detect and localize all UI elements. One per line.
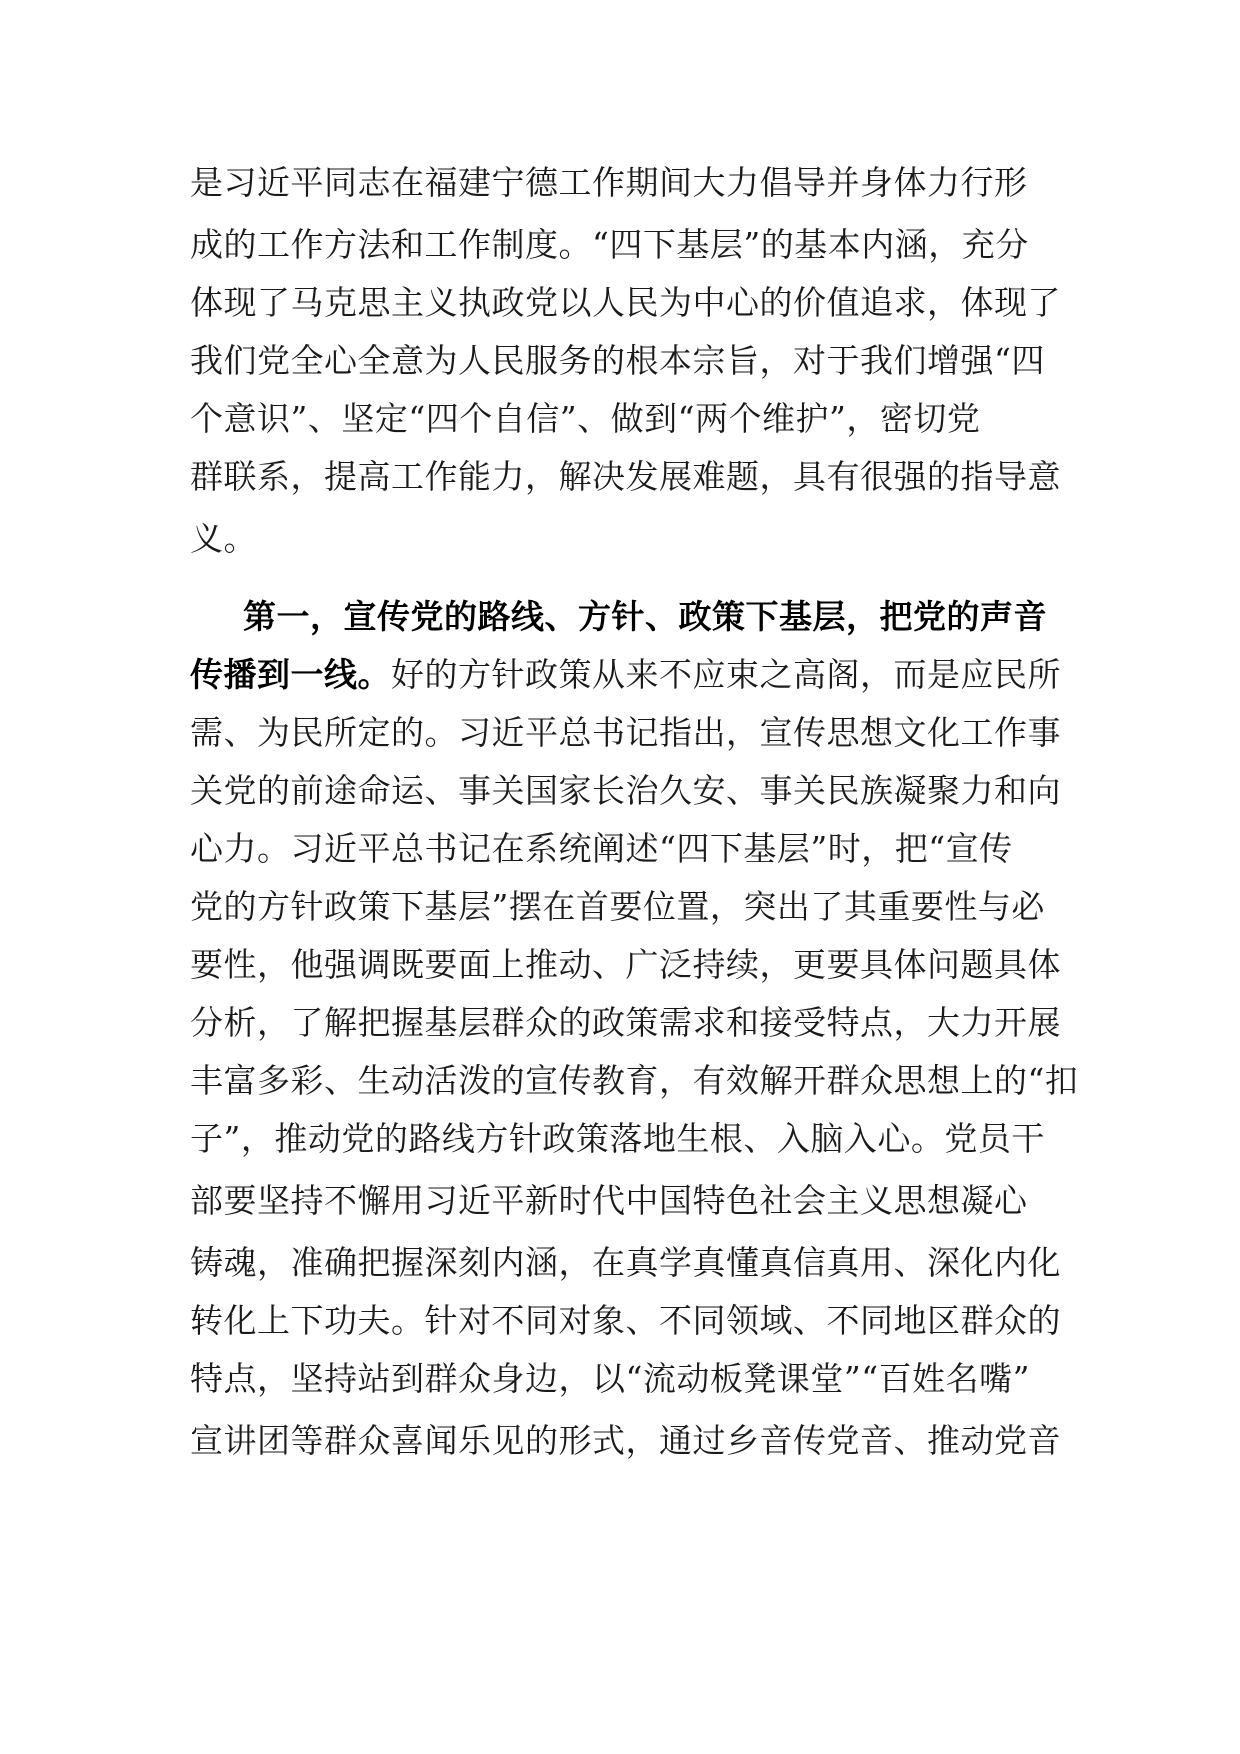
section-heading: 第一，宣传党的路线、方针、政策下基层，把党的声音 [243, 597, 1047, 636]
text-line: 转化上下功夫。针对不同对象、不同领域、不同地区群众的 [190, 1301, 1061, 1340]
text-line: 需、为民所定的。习近平总书记指出，宣传思想文化工作事 [190, 713, 1061, 752]
text-line: 铸魂，准确把握深刻内涵，在真学真懂真信真用、深化内化 [190, 1243, 1061, 1282]
text-line: 宣讲团等群众喜闻乐见的形式，通过乡音传党音、推动党音 [190, 1421, 1061, 1460]
text-line: 分析，了解把握基层群众的政策需求和接受特点，大力开展 [190, 1003, 1061, 1042]
text-line: 心力。习近平总书记在系统阐述“四下基层”时，把“宣传 [190, 829, 1013, 868]
text-line: 个意识”、坚定“四个自信”、做到“两个维护”，密切党 [190, 399, 981, 438]
text-line: 成的工作方法和工作制度。“四下基层”的基本内涵，充分 [190, 225, 1029, 264]
text-line: 要性，他强调既要面上推动、广泛持续，更要具体问题具体 [190, 945, 1061, 984]
text-line: 部要坚持不懈用习近平新时代中国特色社会主义思想凝心 [190, 1181, 1028, 1220]
text-line: 子”，推动党的路线方针政策落地生根、入脑入心。党员干 [190, 1119, 1045, 1158]
text-line: 丰富多彩、生动活泼的宣传教育，有效解开群众思想上的“扣 [190, 1061, 1079, 1100]
text-line: 体现了马克思主义执政党以人民为中心的价值追求，体现了 [190, 283, 1061, 322]
text-line: 是习近平同志在福建宁德工作期间大力倡导并身体力行形 [190, 163, 1028, 202]
text-line: 党的方针政策下基层”摆在首要位置，突出了其重要性与必 [190, 887, 1045, 926]
text-line: 特点，坚持站到群众身边，以“流动板凳课堂”“百姓名嘴” [190, 1359, 1030, 1398]
section-heading-end: 传播到一线。 [190, 655, 391, 694]
section-text-start: 好的方针政策从来不应束之高阁，而是应民所 [391, 655, 1061, 694]
text-line: 关党的前途命运、事关国家长治久安、事关民族凝聚力和向 [190, 771, 1061, 810]
text-line: 义。 [190, 519, 257, 558]
section-heading-continuation [190, 655, 1061, 695]
text-line: 我们党全心全意为人民服务的根本宗旨，对于我们增强“四 [190, 341, 1045, 380]
text-line: 群联系，提高工作能力，解决发展难题，具有很强的指导意 [190, 457, 1061, 496]
